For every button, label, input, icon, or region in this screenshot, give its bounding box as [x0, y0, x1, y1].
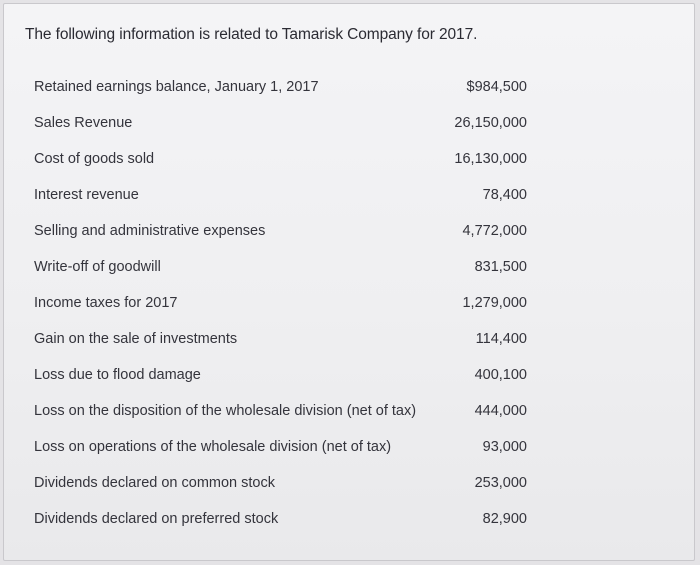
row-label: Sales Revenue: [34, 115, 133, 131]
row-value: 444,000: [474, 403, 527, 419]
row-label: Income taxes for 2017: [34, 295, 178, 311]
row-label: Write-off of goodwill: [34, 259, 161, 275]
row-value: 253,000: [474, 475, 527, 491]
row-label: Selling and administrative expenses: [34, 223, 266, 239]
table-row: [30, 184, 535, 220]
row-value: 78,400: [482, 187, 527, 203]
table-row: [30, 112, 535, 148]
table-row: [30, 220, 535, 256]
row-value: 82,900: [482, 511, 527, 527]
table-row: [30, 148, 535, 184]
financial-data-table: [30, 76, 535, 544]
table-row: [30, 292, 535, 328]
table-row: [30, 472, 535, 508]
row-label: Dividends declared on preferred stock: [34, 511, 279, 527]
table-row: [30, 400, 535, 436]
table-row: [30, 256, 535, 292]
row-value: 93,000: [482, 439, 527, 455]
row-label: Loss on the disposition of the wholesale division (net of tax): [34, 403, 417, 419]
problem-card: [3, 3, 695, 561]
row-value: $984,500: [466, 79, 527, 95]
table-row: [30, 508, 535, 544]
row-label: Loss due to flood damage: [34, 367, 201, 383]
row-label: Interest revenue: [34, 187, 139, 203]
row-value: 114,400: [475, 331, 527, 347]
table-row: [30, 436, 535, 472]
row-label: Gain on the sale of investments: [34, 331, 238, 347]
table-row: [30, 76, 535, 112]
row-value: 4,772,000: [462, 223, 527, 239]
row-value: 26,150,000: [454, 115, 527, 131]
row-value: 1,279,000: [462, 295, 527, 311]
row-value: 16,130,000: [454, 151, 527, 167]
table-row: [30, 328, 535, 364]
row-label: Cost of goods sold: [34, 151, 155, 167]
problem-intro: The following information is related to Tamarisk Company for 2017.: [25, 26, 478, 43]
row-label: Loss on operations of the wholesale division (net of tax): [34, 439, 392, 455]
table-row: [30, 364, 535, 400]
row-label: Retained earnings balance, January 1, 2017: [34, 79, 319, 95]
row-value: 831,500: [474, 259, 527, 275]
row-label: Dividends declared on common stock: [34, 475, 275, 491]
row-value: 400,100: [474, 367, 527, 383]
